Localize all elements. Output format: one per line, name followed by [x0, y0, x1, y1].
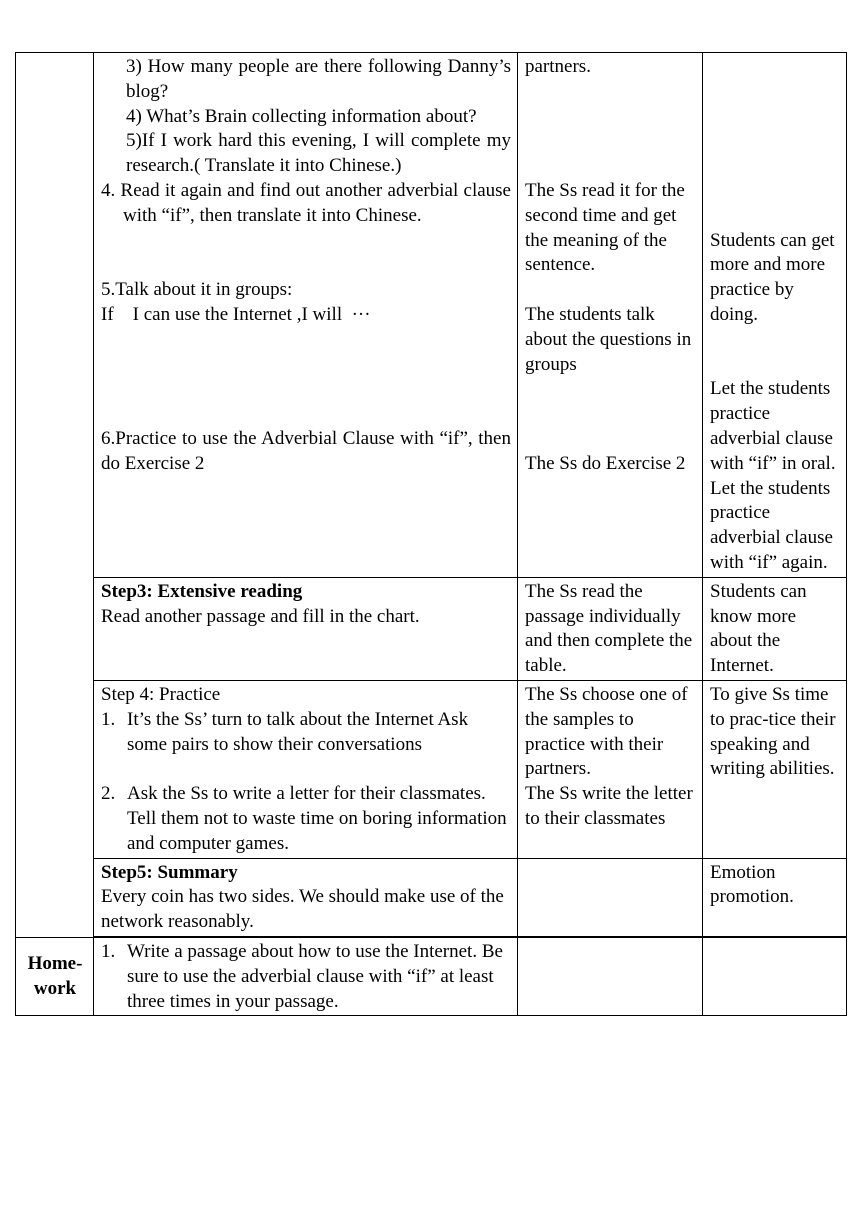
purpose-cell — [703, 53, 847, 578]
activity-5-title: 5.Talk about it in groups: — [101, 279, 293, 301]
step5-text: Every coin has two sides. We should make use of the network reasonably. — [101, 886, 504, 933]
teacher-activity-cell — [94, 53, 518, 578]
activity-5-line: If I can use the Internet ,I will ··· — [101, 303, 371, 325]
step4-students-2: The Ss write the letter to their classmates — [525, 783, 693, 829]
teacher-activity-cell — [94, 577, 518, 680]
student-partners: partners. — [525, 56, 591, 77]
student-activity-cell — [518, 858, 703, 936]
table-row — [16, 858, 847, 936]
purpose-again: Let the students practice adverbial clause with “if” again. — [710, 477, 833, 573]
step3-purpose: Students can know more about the Internet. — [710, 580, 807, 677]
student-activity-cell — [518, 577, 703, 680]
homework-label: Home-work — [16, 937, 94, 1015]
purpose-oral: Let the students practice adverbial clause with “if” in oral. — [710, 378, 836, 474]
student-read-second: The Ss read it for the second time and get the meaning of the sentence. — [525, 179, 685, 276]
list-item: 1. Write a passage about how to use the Internet. Be sure to use the adverbial clause with “if” at least three times in your passage. — [101, 940, 503, 1012]
table-row — [16, 53, 847, 578]
purpose-cell — [703, 680, 847, 858]
step4-item-1: It’s the Ss’ turn to talk about the Internet Ask some pairs to show their conversations — [127, 708, 469, 755]
activity-4: 4. Read it again and find out another adverbial clause with “if”, then translate it into Chinese. — [101, 179, 511, 226]
teacher-activity-cell — [94, 858, 518, 936]
table-row — [16, 577, 847, 680]
step3-students: The Ss read the passage individually and then complete the table. — [525, 580, 693, 677]
step4-title: Step 4: Practice — [101, 683, 221, 705]
table-row — [16, 680, 847, 858]
purpose-cell — [703, 937, 847, 1015]
step4-item-2: Ask the Ss to write a letter for their classmates. Tell them not to waste time on boring information and computer games. — [127, 783, 507, 854]
teacher-activity-cell — [94, 680, 518, 858]
purpose-more-practice: Students can get more and more practice by doing. — [710, 229, 835, 325]
step3-title: Step3: Extensive reading — [101, 580, 303, 602]
student-talk-groups: The students talk about the questions in groups — [525, 303, 692, 375]
step4-students-1: The Ss choose one of the samples to practice with their partners. — [525, 683, 688, 780]
student-activity-cell — [518, 937, 703, 1015]
homework-item-1: Write a passage about how to use the Internet. Be sure to use the adverbial clause with “if” at least three times in your passage. — [127, 940, 503, 1012]
teacher-activity-cell — [94, 937, 518, 1015]
list-item: 1. It’s the Ss’ turn to talk about the Internet Ask some pairs to show their conversations — [101, 708, 469, 755]
lesson-plan-table — [15, 52, 847, 1016]
activity-6: 6.Practice to use the Adverbial Clause with “if”, then do Exercise 2 — [101, 427, 511, 474]
question-5: 5)If I work hard this evening, I will complete my research.( Translate it into Chinese.) — [126, 130, 511, 177]
list-item: 2. Ask the Ss to write a letter for their classmates. Tell them not to waste time on boring information and computer games. — [101, 783, 507, 854]
purpose-cell — [703, 577, 847, 680]
step4-purpose: To give Ss time to prac-tice their speaking and writing abilities. — [710, 683, 836, 780]
question-4: 4) What’s Brain collecting information about? — [126, 105, 477, 127]
stage-cell — [16, 53, 94, 938]
step5-title: Step5: Summary — [101, 861, 238, 883]
student-activity-cell — [518, 680, 703, 858]
step5-purpose: Emotion promotion. — [710, 861, 794, 908]
table-row — [16, 937, 847, 1015]
student-do-exercise: The Ss do Exercise 2 — [525, 452, 686, 474]
purpose-cell — [703, 858, 847, 936]
question-3: 3) How many people are there following Danny’s blog? — [126, 56, 511, 102]
student-activity-cell — [518, 53, 703, 578]
step3-text: Read another passage and fill in the chart. — [101, 605, 420, 627]
